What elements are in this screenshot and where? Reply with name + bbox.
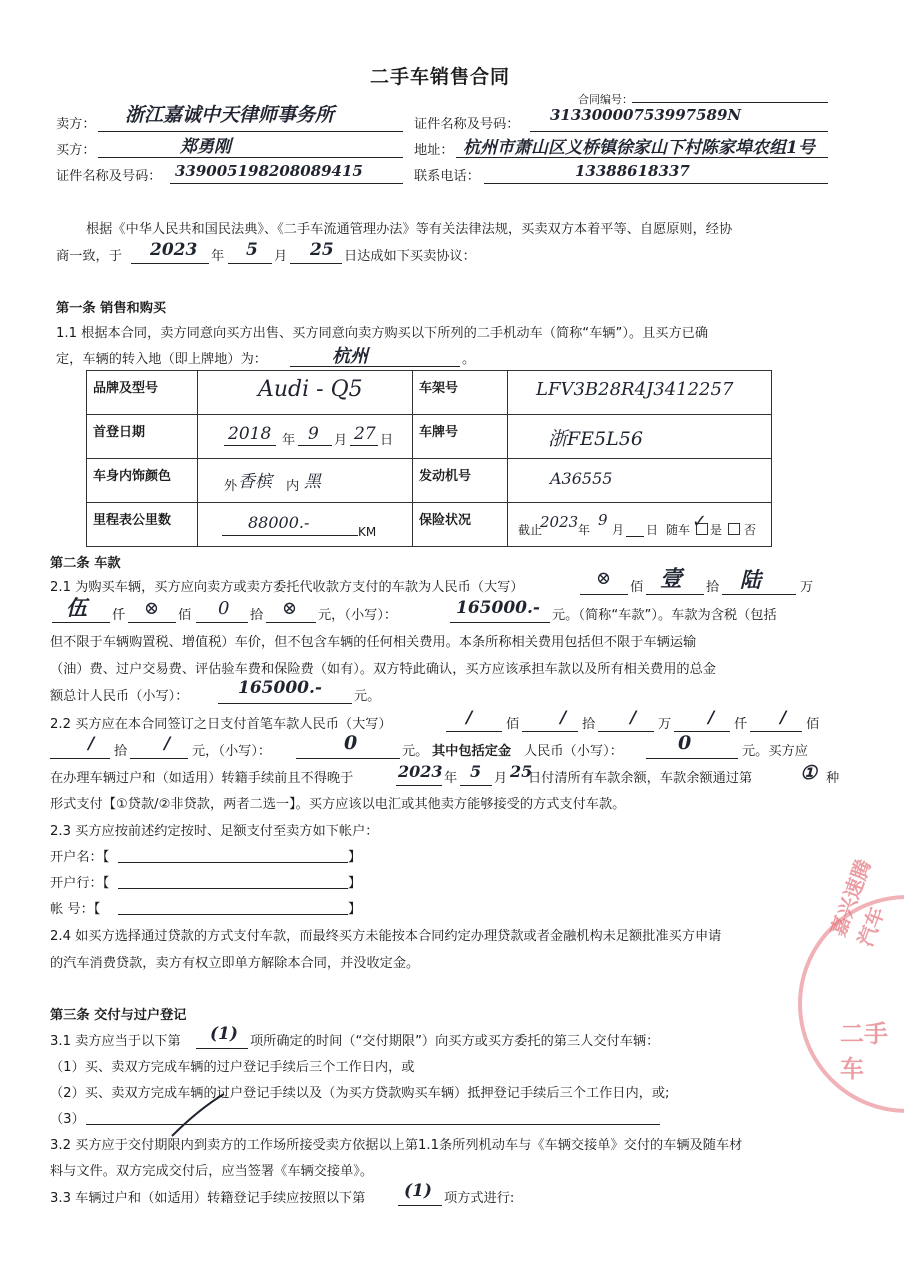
p21-shi2[interactable]: 0 xyxy=(218,598,230,619)
city-line xyxy=(290,366,460,367)
mileage-value: 88000.- xyxy=(248,513,310,532)
ins-no-checkbox[interactable] xyxy=(728,523,740,535)
checkmark-icon: ✓ xyxy=(692,511,708,532)
p21-qian-line xyxy=(52,622,110,623)
seal-text-side: 二手车 xyxy=(840,1020,888,1083)
mileage-line xyxy=(222,535,358,536)
p22-blank-2 xyxy=(522,731,578,732)
acct-bank-label: 开户行：【 xyxy=(50,876,110,891)
acct-name-close: 】 xyxy=(348,850,362,865)
p22-deposit-bold: 其中包括定金 xyxy=(432,744,512,759)
p22-month-unit: 月 xyxy=(494,771,508,786)
p23-text: 2.3 买方应按前述约定按时、足额支付至卖方如下帐户： xyxy=(50,824,379,839)
intro-day-line xyxy=(290,263,342,264)
address-value[interactable]: 杭州市萧山区义桥镇徐家山下村陈家埠农组1号 xyxy=(463,138,815,158)
reg-year: 2018 xyxy=(228,424,272,444)
p21-bai[interactable]: ⊗ xyxy=(596,568,612,589)
plate-cell[interactable] xyxy=(508,415,772,459)
p21-bai2-line xyxy=(128,622,176,623)
p21-shi2-unit: 拾 xyxy=(250,608,264,623)
p22-small-line xyxy=(296,758,400,759)
p21-yuan[interactable]: ⊗ xyxy=(282,598,298,619)
engine-label: 发动机号 xyxy=(413,459,508,503)
p22-year[interactable]: 2023 xyxy=(398,762,443,781)
ins-day-line xyxy=(626,536,644,537)
reg-month: 9 xyxy=(308,424,319,444)
ins-no: 否 xyxy=(744,523,757,537)
p22-unit-3: 仟 xyxy=(734,717,748,732)
p22-year-unit: 年 xyxy=(444,771,458,786)
reg-date-label: 首登日期 xyxy=(87,415,198,459)
p22-slash-5: / xyxy=(780,708,787,728)
p21-small-line xyxy=(450,622,550,623)
art1-p1-line1: 1.1 根据本合同，卖方同意向买方出售、买方同意向卖方购买以下所列的二手机动车（简称“车辆”）。且买方已确 xyxy=(56,326,709,341)
p21-line4: （油）费、过户交易费、评估验车费和保险费（如有）。双方特此确认，买方应该承担车款以及所有相关费用的总金 xyxy=(50,662,716,677)
p22-slash-2: / xyxy=(560,708,567,728)
ins-day-unit: 日 xyxy=(646,523,659,537)
ins-with-car: 随车 xyxy=(666,523,691,537)
p22-slash-1: / xyxy=(466,708,473,728)
address-label: 地址： xyxy=(414,143,454,158)
intro-month-unit: 月 xyxy=(274,249,288,264)
p21-qian[interactable]: 伍 xyxy=(66,595,87,620)
p21-line2-mid: 元，（小写）： xyxy=(318,608,398,623)
p22-blank-1 xyxy=(446,731,502,732)
mileage-unit: KM xyxy=(358,525,377,539)
ins-month-unit: 月 xyxy=(612,523,625,537)
intro-year[interactable]: 2023 xyxy=(150,240,198,260)
buyer-cert-field-line xyxy=(170,183,403,184)
article-3-heading: 第三条 交付与过户登记 xyxy=(50,1008,187,1023)
p22-blank-3 xyxy=(598,731,654,732)
brand-label: 品牌及型号 xyxy=(87,371,198,415)
acct-no-field[interactable] xyxy=(118,914,348,915)
p22-line3-mid: 日付清所有车款余额，车款余额通过第 xyxy=(528,771,753,786)
p21-total-line xyxy=(218,703,352,704)
p21-wan-unit: 万 xyxy=(800,580,814,595)
intro-year-line xyxy=(131,263,209,264)
intro-line-2-start: 商一致，于 xyxy=(56,249,122,264)
p22-line1: 2.2 买方应在本合同签订之日支付首笔车款人民币（大写） xyxy=(50,717,392,732)
reg-day-unit: 日 xyxy=(380,433,394,448)
seller-value[interactable]: 浙江嘉诚中天律师事务所 xyxy=(125,104,335,126)
p22-line3-end: 种 xyxy=(826,771,840,786)
p22-unit-1: 拾 xyxy=(582,717,596,732)
reg-month-unit: 月 xyxy=(334,433,348,448)
p22-day[interactable]: 25 xyxy=(510,762,533,781)
reg-day: 27 xyxy=(354,424,376,444)
p22-slash-6: / xyxy=(88,734,95,754)
p21-shi-unit: 拾 xyxy=(706,580,720,595)
p22-unit-2: 万 xyxy=(658,717,672,732)
acct-no-close: 】 xyxy=(348,902,362,917)
art2-p21-line1: 2.1 为购买车辆，买方应向卖方或卖方委托代收款方支付的车款为人民币（大写） xyxy=(50,580,524,595)
p33-start: 3.3 车辆过户和（如适用）转籍登记手续应按照以下第 xyxy=(50,1191,366,1206)
p22-month-line xyxy=(460,785,492,786)
cert-value[interactable]: 31330000753997589N xyxy=(550,106,742,124)
p21-line2-end: 元。（简称“车款”）。车款为含税（包括 xyxy=(552,608,777,623)
p21-shi-line xyxy=(646,594,704,595)
p22-deposit-line xyxy=(646,758,738,759)
p33-choice-line xyxy=(398,1205,442,1206)
p31-choice[interactable]: (1) xyxy=(210,1024,238,1044)
p32-line1: 3.2 买方应于交付期限内到卖方的工作场所接受卖方依据以上第1.1条所列机动车与《车辆交接单》交付的车辆及随车材 xyxy=(50,1138,743,1153)
p22-blank-5 xyxy=(750,731,802,732)
intro-day[interactable]: 25 xyxy=(310,240,334,260)
intro-month[interactable]: 5 xyxy=(246,240,258,260)
intro-line-2-end: 日达成如下买卖协议： xyxy=(344,249,476,264)
p21-total[interactable]: 165000.- xyxy=(238,678,322,698)
contract-title: 二手车销售合同 xyxy=(370,66,511,88)
color-out-value: 香槟 xyxy=(238,472,272,492)
intro-month-line xyxy=(228,263,272,264)
buyer-label: 买方： xyxy=(56,143,96,158)
p21-bai2[interactable]: ⊗ xyxy=(144,598,160,619)
intro-year-unit: 年 xyxy=(211,249,225,264)
engine-cell[interactable] xyxy=(508,459,772,503)
reg-day-line xyxy=(350,445,378,446)
p22-line4: 形式支付【①贷款/②非贷款，两者二选一】。买方应该以电汇或其他卖方能够接受的方式支付车款。 xyxy=(50,797,626,812)
p21-yuan-line xyxy=(266,622,316,623)
intro-line-1: 根据《中华人民共和国民法典》、《二手车流通管理办法》等有关法律法规，买卖双方本着平等、自愿原则，经协 xyxy=(86,222,733,237)
vehicle-table xyxy=(86,370,772,547)
brand-cell[interactable] xyxy=(198,371,413,415)
p33-end: 项方式进行: xyxy=(444,1191,515,1206)
p21-small[interactable]: 165000.- xyxy=(456,598,540,618)
p22-deposit[interactable]: 0 xyxy=(678,732,692,754)
p21-shi[interactable]: 壹 xyxy=(660,566,683,592)
p22-slash-3: / xyxy=(630,708,637,728)
city-end: 。 xyxy=(462,352,476,367)
p22-l2-yuan: 元。 xyxy=(402,744,429,759)
p24-line1: 2.4 如买方选择通过贷款的方式支付车款，而最终买方未能按本合同约定办理贷款或者金融机构未足额批准买方申请 xyxy=(50,929,722,944)
p21-line3: 但不限于车辆购置税、增值税）车价，但不包含车辆的任何相关费用。本条所称相关费用包括但不限于车辆运输 xyxy=(50,635,697,650)
cert-field-line xyxy=(530,131,828,132)
contract-no-label: 合同编号： xyxy=(578,93,633,106)
p22-unit-4: 佰 xyxy=(806,717,820,732)
p22-deposit-label: 人民币（小写）： xyxy=(524,744,623,759)
cert-label: 证件名称及号码： xyxy=(414,117,520,132)
p22-blank-6 xyxy=(50,758,110,759)
p33-choice[interactable]: (1) xyxy=(404,1181,432,1201)
reg-year-line xyxy=(224,445,276,446)
p21-bai-line xyxy=(580,594,628,595)
reg-year-unit: 年 xyxy=(282,433,296,448)
p21-line5-end: 元。 xyxy=(354,689,381,704)
mileage-label: 里程表公里数 xyxy=(87,503,198,547)
mileage-cell[interactable] xyxy=(198,503,413,547)
p21-wan[interactable]: 陆 xyxy=(740,567,761,592)
acct-no-label: 帐 号：【 xyxy=(50,902,101,917)
phone-value[interactable]: 13388618337 xyxy=(575,162,690,180)
buyer-cert-value[interactable]: 339005198208089415 xyxy=(175,162,363,180)
p22-l2-end: 元。买方应 xyxy=(742,744,808,759)
p22-month[interactable]: 5 xyxy=(470,762,482,781)
buyer-value[interactable]: 郑勇刚 xyxy=(180,137,231,157)
engine-value: A36555 xyxy=(550,469,613,488)
acct-name-label: 开户名：【 xyxy=(50,850,110,865)
color-cell[interactable] xyxy=(198,459,413,503)
insurance-cell[interactable] xyxy=(508,503,772,547)
vin-cell[interactable] xyxy=(508,371,772,415)
acct-bank-close: 】 xyxy=(348,876,362,891)
reg-month-line xyxy=(298,445,332,446)
p21-qian-unit: 仟 xyxy=(112,608,126,623)
p22-line3: 在办理车辆过户和（如适用）转籍手续前且不得晚于 xyxy=(50,771,354,786)
ins-month: 9 xyxy=(598,511,608,529)
p31-option-3: （3） xyxy=(50,1112,85,1127)
buyer-cert-label: 证件名称及号码： xyxy=(56,169,162,184)
ins-year: 2023 xyxy=(540,513,579,531)
p22-slash-7: / xyxy=(164,734,171,754)
p21-shi2-line xyxy=(196,622,248,623)
p31-start: 3.1 卖方应当于以下第 xyxy=(50,1034,181,1049)
city-value[interactable]: 杭州 xyxy=(332,346,368,367)
article-2-heading: 第二条 车款 xyxy=(50,556,121,571)
plate-value: 浙FE5L56 xyxy=(548,428,643,450)
p22-l2-unit-0: 拾 xyxy=(114,744,128,759)
p22-l2-unit-1: 元，（小写）： xyxy=(192,744,272,759)
color-in-label: 内 xyxy=(286,479,300,494)
color-in-value: 黑 xyxy=(304,472,321,492)
reg-date-cell[interactable] xyxy=(198,415,413,459)
plate-label: 车牌号 xyxy=(413,415,508,459)
p22-blank-7 xyxy=(130,758,188,759)
p22-small[interactable]: 0 xyxy=(344,732,358,754)
contract-no-field[interactable] xyxy=(632,102,828,103)
art1-p1-line2: 定，车辆的转入地（即上牌地）为： xyxy=(56,352,267,367)
p21-wan-line xyxy=(722,594,796,595)
phone-label: 联系电话： xyxy=(414,169,480,184)
p22-choice[interactable]: ① xyxy=(800,762,818,784)
p21-bai2-unit: 佰 xyxy=(178,608,192,623)
brand-value: Audi - Q5 xyxy=(258,377,363,402)
p31-option-2: （2）买、卖双方完成车辆的过户登记手续以及（为买方贷款购买车辆）抵押登记手续后三个工作日内，或; xyxy=(50,1086,670,1101)
ins-year-unit: 年 xyxy=(578,523,591,537)
p22-unit-0: 佰 xyxy=(506,717,520,732)
buyer-field-line xyxy=(98,157,403,158)
acct-name-field[interactable] xyxy=(118,862,348,863)
p31-option-1: （1）买、卖双方完成车辆的过户登记手续后三个工作日内，或 xyxy=(50,1060,415,1075)
acct-bank-field[interactable] xyxy=(118,888,348,889)
p31-choice-line xyxy=(196,1048,248,1049)
ins-yes: 是 xyxy=(710,523,723,537)
p22-year-line xyxy=(396,785,442,786)
p32-line2: 料与文件。双方完成交付后，应当签署《车辆交接单》。 xyxy=(50,1164,374,1179)
phone-field-line xyxy=(484,183,828,184)
seller-field-line xyxy=(98,131,403,132)
p22-slash-4: / xyxy=(708,708,715,728)
p21-line5: 额总计人民币（小写）： xyxy=(50,689,189,704)
ins-prefix: 截止 xyxy=(518,523,543,537)
insurance-label: 保险状况 xyxy=(413,503,508,547)
p24-line2: 的汽车消费贷款，卖方有权立即单方解除本合同，并没收定金。 xyxy=(50,956,420,971)
slash-mark-icon xyxy=(168,1090,228,1140)
vin-value: LFV3B28R4J3412257 xyxy=(536,379,734,400)
color-label: 车身内饰颜色 xyxy=(87,459,198,503)
seller-label: 卖方： xyxy=(56,117,96,132)
p31-end: 项所确定的时间（“交付期限”）向买方或买方委托的第三人交付车辆： xyxy=(250,1034,660,1049)
vin-label: 车架号 xyxy=(413,371,508,415)
color-out-label: 外 xyxy=(224,479,238,494)
p21-bai-unit: 佰 xyxy=(630,580,644,595)
article-1-heading: 第一条 销售和购买 xyxy=(56,301,167,316)
seal-text-top: 嘉兴速腾汽车 xyxy=(825,856,890,950)
